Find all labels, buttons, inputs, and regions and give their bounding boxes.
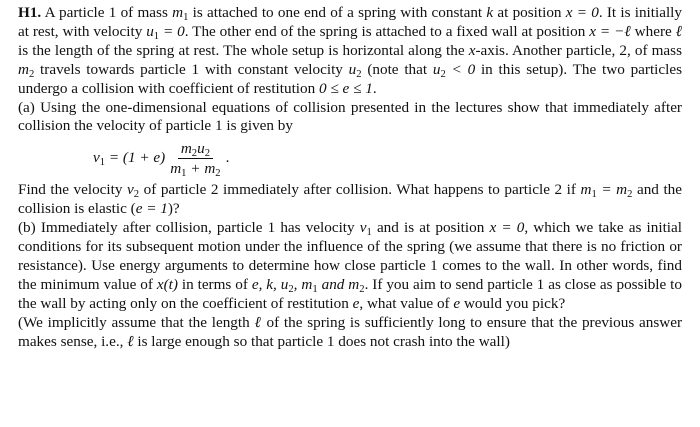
math-m1: $m_1$ bbox=[172, 4, 189, 24]
math-v2: $v_2$ bbox=[127, 181, 140, 201]
math-u2: $u_2$ bbox=[348, 60, 362, 80]
equation-lhs: $v_1$ bbox=[93, 148, 106, 169]
math-variables: e, k, $u_2$, $m_1$ and $m_2$ bbox=[251, 275, 365, 296]
equation-fraction bbox=[167, 139, 223, 180]
equation-factor: = (1 + e) bbox=[105, 148, 166, 166]
fraction-denominator: $m_1 + m_2$ bbox=[170, 159, 221, 180]
problem-intro: H1. A particle 1 of mass $m_1$ is attached to one end of a spring with constant k at position x = 0. It is initially at rest, with velocity $u_1 = 0$. The other end of the spring is attached to a fixed wall at position x = −ℓ where ℓ is the length of the spring at rest. The whole setup is horizontal along the x-axis. Another particle, 2, of mass $m_2$ travels towards particle 1 with constant velocity $u_2$ (note that $u_2 < 0$ in this setup). The two particles undergo a collision with coefficient of restitution 0 ≤ e ≤ 1. bbox=[18, 4, 683, 97]
math-u2-negative: $u_2 < 0$ bbox=[432, 60, 476, 80]
math-e-range: 0 ≤ e ≤ 1 bbox=[319, 79, 373, 97]
math-u1: $u_1 = 0$ bbox=[146, 22, 185, 43]
math-e-2: e bbox=[453, 294, 461, 312]
part-b-text: (b) Immediately after collision, particle 1 has velocity $v_1$ and is at position x = 0, which we take as initial conditions for its subsequent motion under the influence of the spring (we assume that there is no friction or resistance). Use energy arguments to determine how close particle 1 comes to the wall. In other words, find the minimum value of x(t) in terms of e, k, $u_2$, $m_1$ and $m_2$. If you aim to send particle 1 as close as possible to the wall by acting only on the coefficient of restitution e, what value of e would you pick? bbox=[18, 219, 682, 312]
math-xt: x(t) bbox=[156, 275, 178, 293]
math-xwall: x = −ℓ bbox=[589, 22, 631, 40]
math-mass-equality: $m_1 = m_2$ bbox=[580, 181, 633, 201]
math-v1: $v_1$ bbox=[359, 219, 372, 239]
velocity-equation bbox=[93, 138, 682, 178]
math-m2: $m_2$ bbox=[18, 60, 35, 80]
part-a-followup: Find the velocity $v_2$ of particle 2 immediately after collision. What happens to particle 2 if $m_1 = m_2$ and the collision is elastic (e = 1)? bbox=[18, 181, 682, 218]
math-x0-b: x = 0 bbox=[489, 219, 525, 237]
problem-label: H1. bbox=[18, 4, 42, 21]
math-k: k bbox=[486, 4, 494, 21]
math-x0: x = 0 bbox=[565, 4, 599, 21]
fraction-numerator: $m_2u_2$ bbox=[178, 140, 213, 159]
math-x: x bbox=[468, 41, 476, 59]
math-e-elastic: e = 1 bbox=[135, 200, 168, 218]
part-a-text: (a) Using the one-dimensional equations of collision presented in the lectures show that immediately after collision the velocity of particle 1 is given by bbox=[18, 98, 682, 135]
math-ell-note-2: ℓ bbox=[127, 332, 134, 350]
math-e: e bbox=[352, 294, 360, 312]
equation-period: . bbox=[225, 148, 230, 166]
math-ell: ℓ bbox=[675, 22, 682, 40]
assumption-note: (We implicitly assume that the length ℓ of the spring is sufficiently long to ensure that the previous answer makes sense, i.e., ℓ is large enough so that particle 1 does not crash into the wall) bbox=[18, 313, 683, 350]
math-ell-note: ℓ bbox=[254, 313, 262, 331]
